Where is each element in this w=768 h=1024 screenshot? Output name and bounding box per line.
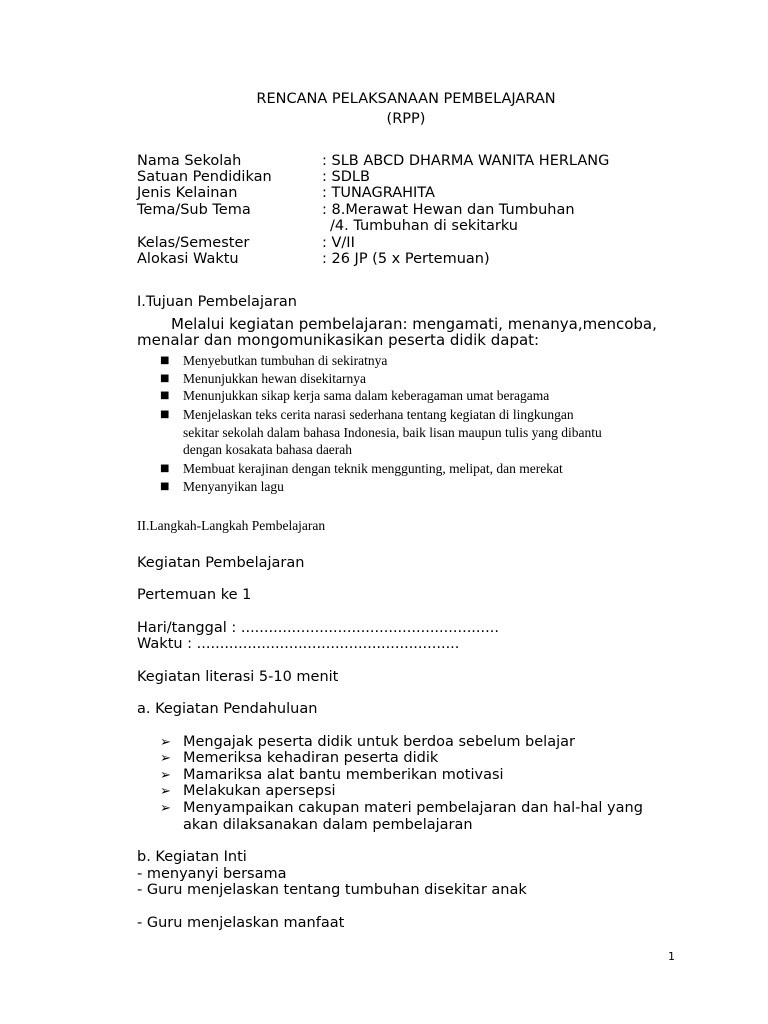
objectives-intro-line-1: Melalui kegiatan pembelajaran: mengamati, menanya,mencoba, xyxy=(171,315,657,333)
arrow-bullet-icon: ➢ xyxy=(160,751,171,766)
literacy-activity: Kegiatan literasi 5-10 menit xyxy=(137,669,339,685)
document-subtitle: (RPP) xyxy=(386,111,426,127)
square-bullet-icon: ■ xyxy=(160,463,170,474)
square-bullet-icon: ■ xyxy=(160,355,170,366)
section-heading-steps: II.Langkah-Langkah Pembelajaran xyxy=(137,518,326,533)
core-activity-line: - Guru menjelaskan tentang tumbuhan disekitar anak xyxy=(137,882,527,898)
identity-label-class: Kelas/Semester xyxy=(137,235,250,251)
arrow-bullet-icon: ➢ xyxy=(160,784,171,799)
time-field: Waktu : ......................................................... xyxy=(137,636,460,652)
arrow-bullet-icon: ➢ xyxy=(160,768,171,783)
day-date-field: Hari/tanggal : ........................................................ xyxy=(137,620,499,636)
identity-value-theme: : 8.Merawat Hewan dan Tumbuhan xyxy=(322,202,575,218)
identity-value-time: : 26 JP (5 x Pertemuan) xyxy=(322,251,490,267)
identity-value-unit: : SDLB xyxy=(322,169,370,185)
page-number: 1 xyxy=(668,950,675,963)
intro-item: Melakukan apersepsi xyxy=(183,783,336,799)
document-title: RENCANA PELAKSANAAN PEMBELAJARAN xyxy=(256,91,556,107)
arrow-bullet-icon: ➢ xyxy=(160,735,171,750)
intro-item: Menyampaikan cakupan materi pembelajaran dan hal-hal yang xyxy=(183,800,643,816)
intro-item: Memeriksa kehadiran peserta didik xyxy=(183,750,439,766)
identity-label-unit: Satuan Pendidikan xyxy=(137,169,272,185)
core-activity-line: - Guru menjelaskan manfaat xyxy=(137,915,345,931)
identity-value-school: : SLB ABCD DHARMA WANITA HERLANG xyxy=(322,153,610,169)
objective-item: Menjelaskan teks cerita narasi sederhana tentang kegiatan di lingkungan xyxy=(183,407,574,422)
core-activity-line: - menyanyi bersama xyxy=(137,866,287,882)
square-bullet-icon: ■ xyxy=(160,373,170,384)
intro-item: Mengajak peserta didik untuk berdoa sebelum belajar xyxy=(183,734,575,750)
arrow-bullet-icon: ➢ xyxy=(160,801,171,816)
identity-value-disability: : TUNAGRAHITA xyxy=(322,185,435,201)
objective-item: Menunjukkan sikap kerja sama dalam keberagaman umat beragama xyxy=(183,388,550,403)
objective-item: Menunjukkan hewan disekitarnya xyxy=(183,371,366,386)
objective-item: Menyebutkan tumbuhan di sekiratnya xyxy=(183,353,388,368)
identity-value-subtheme: /4. Tumbuhan di sekitarku xyxy=(330,218,518,234)
identity-label-time: Alokasi Waktu xyxy=(137,251,239,267)
intro-item-cont: akan dilaksanakan dalam pembelajaran xyxy=(183,817,473,833)
identity-label-disability: Jenis Kelainan xyxy=(137,185,238,201)
objective-item-cont: dengan kosakata bahasa daerah xyxy=(183,442,353,457)
identity-label-school: Nama Sekolah xyxy=(137,153,242,169)
objective-item: Membuat kerajinan dengan teknik menggunting, melipat, dan merekat xyxy=(183,461,563,476)
objectives-intro-line-2: menalar dan mongomunikasikan peserta didik dapat: xyxy=(137,331,540,349)
identity-label-theme: Tema/Sub Tema xyxy=(137,202,251,218)
activity-heading: Kegiatan Pembelajaran xyxy=(137,555,305,571)
square-bullet-icon: ■ xyxy=(160,390,170,401)
intro-item: Mamariksa alat bantu memberikan motivasi xyxy=(183,767,504,783)
square-bullet-icon: ■ xyxy=(160,481,170,492)
meeting-number: Pertemuan ke 1 xyxy=(137,587,252,603)
section-heading-objectives: I.Tujuan Pembelajaran xyxy=(137,294,297,310)
square-bullet-icon: ■ xyxy=(160,409,170,420)
objective-item-cont: sekitar sekolah dalam bahasa Indonesia, baik lisan maupun tulis yang dibantu xyxy=(183,425,602,440)
intro-activity-heading: a. Kegiatan Pendahuluan xyxy=(137,701,318,717)
identity-value-class: : V/II xyxy=(322,235,355,251)
objective-item: Menyanyikan lagu xyxy=(183,479,284,494)
core-activity-heading: b. Kegiatan Inti xyxy=(137,849,247,865)
